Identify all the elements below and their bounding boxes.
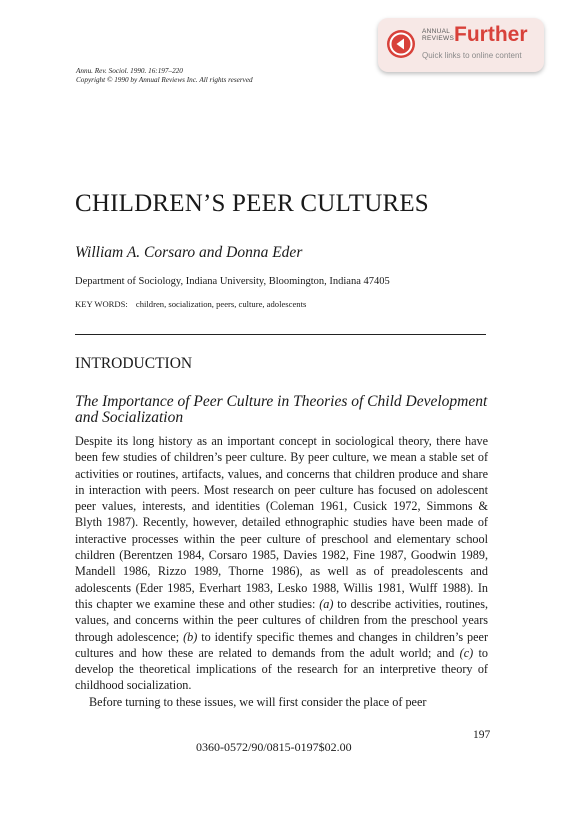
journal-citation [76,67,253,85]
author-affiliation: Department of Sociology, Indiana University, Bloomington, Indiana 47405 [75,276,390,287]
body-paragraph: Before turning to these issues, we will first consider the place of peer [89,694,427,709]
keywords-value: children, socialization, peers, culture, adolescents [135,299,307,309]
further-label: Further [454,23,528,46]
article-title: CHILDREN’S PEER CULTURES [75,190,429,217]
annual-reviews-further-badge[interactable] [378,18,544,72]
badge-subtitle: Quick links to online content [422,51,522,60]
section-heading: INTRODUCTION [75,355,193,372]
keywords-label: KEY WORDS: [75,299,128,309]
body-text [75,433,488,710]
article-authors: William A. Corsaro and Donna Eder [75,244,303,261]
play-back-icon [387,30,415,58]
annual-reviews-wordmark: ANNUAL REVIEWS [422,28,455,42]
section-divider [75,334,486,335]
citation-line-1: Annu. Rev. Sociol. 1990. 16:197–220 [76,67,183,75]
body-paragraph: Despite its long history as an important concept in sociological theory, there have been few studies of children’s peer culture. By peer culture, we mean a stable set of activities or routines, artifacts, values, and concerns that children produce and share in interaction with peers. Most research on peer culture has focused on adolescent peer values, interests, and identities (Coleman 1961, Cusick 1972, Simmons & Blyth 1987). Recently, however, detailed ethnographic studies have been made of interactive processes within the peer culture of preschool and elementary school children (Berentzen 1984, Corsaro 1985, Davies 1982, Fine 1987, Goodwin 1989, Mandell 1986, Rizzo 1989, Thorne 1986), as well as of preadolescents and adolescents (Eder 1985, Everhart 1983, Lesko 1988, Willis 1981, Wulff 1988). In this chapter we examine these and other studies: (a) to describe activities, routines, values, and concerns within the peer cultures of children from the preschool years through adolescence; (b) to identify specific themes and changes in children’s peer cultures and how these are related to demands from the adult world; and (c) to develop the theoretical implications of the research for an interpretive theory of childhood socialization. [75,434,488,693]
keywords [75,299,306,309]
page-number: 197 [473,729,491,741]
article-code: 0360-0572/90/0815-0197$02.00 [196,740,352,754]
citation-line-2: Copyright © 1990 by Annual Reviews Inc. All rights reserved [76,76,253,84]
subsection-heading: The Importance of Peer Culture in Theories of Child Development and Socialization [75,393,488,426]
